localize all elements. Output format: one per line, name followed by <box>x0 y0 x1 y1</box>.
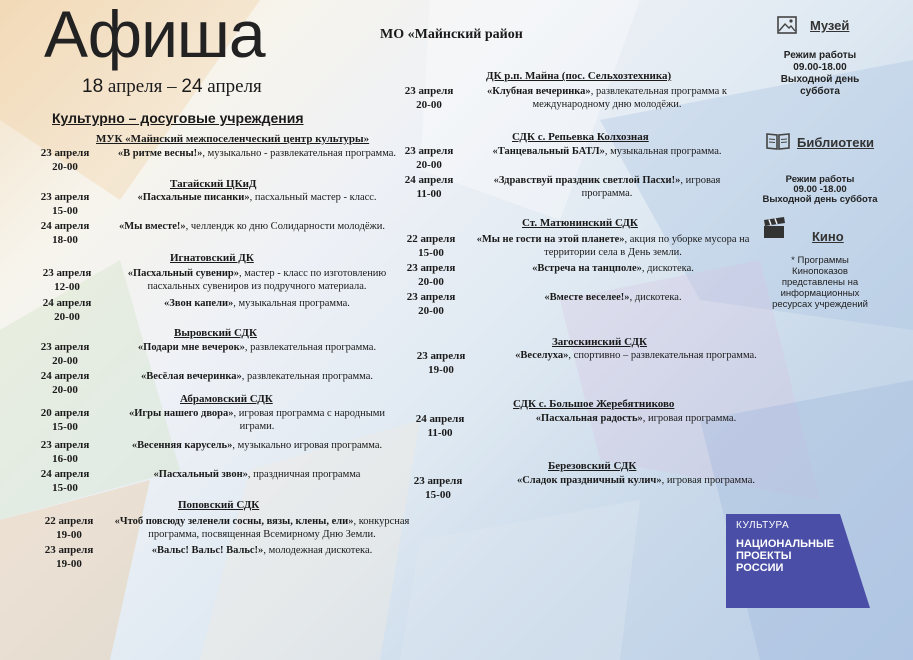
event-text: , музыкально - развлекательная программа. <box>202 148 397 159</box>
event-datetime <box>394 144 464 172</box>
logo-line: РОССИИ <box>736 562 784 574</box>
event-date: 22 апреля <box>406 233 456 245</box>
event-time: 11-00 <box>416 188 442 200</box>
cinema-note-line: * Программы <box>791 255 849 266</box>
event-text: , музыкальная программа. <box>604 146 722 157</box>
event-date: 23 апреля <box>406 291 456 303</box>
cinema-note-line: Кинопоказов <box>792 266 848 277</box>
event-text: , конкурсная программа, посвященная Всемирному Дню Земли. <box>148 516 410 540</box>
event-datetime <box>405 412 475 440</box>
event-text: , спортивно – развлекательная программа. <box>568 350 757 361</box>
date-start-month: апреля <box>107 76 163 97</box>
event-datetime <box>396 232 466 260</box>
event-description <box>468 262 758 275</box>
event-time: 20-00 <box>52 355 78 367</box>
museum-hours-value: 09.00-18.00 <box>793 62 847 73</box>
venue-title: Абрамовский СДК <box>180 393 273 405</box>
event-time: 15-00 <box>418 247 444 259</box>
event-name: «Здравствуй праздник светлой Пасхи!» <box>493 175 681 186</box>
event-datetime <box>394 84 464 112</box>
event-datetime <box>34 514 104 542</box>
event-time: 20-00 <box>418 276 444 288</box>
venue-title: Игнатовский ДК <box>170 252 254 264</box>
event-text: , игровая программа. <box>642 413 737 424</box>
event-date: 24 апреля <box>40 370 90 382</box>
library-heading: Библиотеки <box>797 135 875 150</box>
museum-dayoff-label: Выходной день <box>780 74 860 85</box>
event-date: 23 апреля <box>40 341 90 353</box>
event-date: 24 апреля <box>404 174 454 186</box>
event-date: 22 апреля <box>44 515 94 527</box>
page-title: Афиша <box>44 0 265 71</box>
event-name: «Пасхальные писанки» <box>137 192 250 203</box>
event-datetime <box>30 438 100 466</box>
event-name: «Встреча на танцполе» <box>532 263 642 274</box>
event-name: «Мы вместе!» <box>119 221 186 232</box>
event-date: 20 апреля <box>40 407 90 419</box>
event-description <box>112 341 402 354</box>
date-separator: – <box>167 76 177 97</box>
logo-main-text <box>736 538 834 574</box>
event-time: 20-00 <box>416 99 442 111</box>
event-time: 19-00 <box>56 529 82 541</box>
event-description <box>112 439 402 452</box>
venue-title: Поповский СДК <box>178 499 260 511</box>
event-time: 16-00 <box>52 453 78 465</box>
library-hours <box>760 175 880 205</box>
event-text: , игровая программа. <box>581 175 721 199</box>
library-hours-value: 09.00 -18.00 <box>793 184 847 195</box>
event-datetime <box>30 190 100 218</box>
event-datetime <box>30 219 100 247</box>
event-datetime <box>403 474 473 502</box>
logo-top-text: КУЛЬТУРА <box>736 520 790 531</box>
event-name: «Сладок праздничный кулич» <box>516 475 662 486</box>
event-datetime <box>30 369 100 397</box>
event-text: , игровая программа с народными играми. <box>233 408 386 432</box>
event-text: , развлекательная программа. <box>241 371 373 382</box>
event-time: 20-00 <box>418 305 444 317</box>
event-description <box>102 220 402 233</box>
event-description <box>472 174 742 200</box>
event-name: «Игры нашего двора» <box>128 408 234 419</box>
event-datetime <box>30 467 100 495</box>
venue-title: Загоскинский СДК <box>552 336 648 348</box>
event-description <box>472 85 742 111</box>
event-name: «В ритме весны!» <box>117 148 203 159</box>
cinema-heading: Кино <box>812 229 844 244</box>
event-time: 15-00 <box>52 421 78 433</box>
event-text: , развлекательная программа. <box>244 342 377 353</box>
event-date: 24 апреля <box>42 297 92 309</box>
event-date: 23 апреля <box>40 439 90 451</box>
event-name: «Пасхальная радость» <box>535 413 643 424</box>
event-text: , дискотека. <box>641 263 694 274</box>
event-date: 24 апреля <box>40 468 90 480</box>
event-time: 19-00 <box>56 558 82 570</box>
picture-icon <box>777 16 797 34</box>
venue-title: Березовский СДК <box>548 460 637 472</box>
museum-hours-label: Режим работы <box>783 50 857 61</box>
event-date: 23 апреля <box>406 262 456 274</box>
event-name: «Клубная вечеринка» <box>486 86 591 97</box>
event-name: «Пасхальный звон» <box>153 469 248 480</box>
clapperboard-icon <box>762 217 786 239</box>
event-text: , акция по уборке мусора на территории села в День земли. <box>544 234 750 258</box>
event-datetime <box>394 173 464 201</box>
book-icon <box>765 131 791 151</box>
event-datetime <box>396 261 466 289</box>
event-text: , развлекательная программа к международному дню молодёжи. <box>532 86 727 110</box>
date-end-day: 24 <box>181 76 203 97</box>
event-text: , музыкально игровая программа. <box>232 440 383 451</box>
venue-title: ДК р.п. Майна (пос. Сельхозтехника) <box>486 70 672 82</box>
event-name: «Весёлая вечеринка» <box>140 371 242 382</box>
event-time: 20-00 <box>52 161 78 173</box>
event-time: 19-00 <box>428 364 454 376</box>
event-time: 15-00 <box>52 205 78 217</box>
event-date: 24 апреля <box>40 220 90 232</box>
event-text: , челлендж ко дню Солидарности молодёжи. <box>185 221 385 232</box>
cinema-note-line: представлены на <box>781 277 859 288</box>
event-date: 24 апреля <box>415 413 465 425</box>
event-name: «Веселуха» <box>515 350 569 361</box>
event-time: 20-00 <box>416 159 442 171</box>
event-date: 23 апреля <box>416 350 466 362</box>
event-text: , праздничная программа <box>247 469 361 480</box>
museum-hours <box>760 50 880 98</box>
event-description <box>496 412 776 425</box>
event-name: «Чтоб повсюду зеленели сосны, вязы, клены, ели» <box>114 516 354 527</box>
venue-title: СДК с. Репьевка Колхозная <box>512 131 649 143</box>
event-description <box>112 544 412 557</box>
event-description <box>112 191 402 204</box>
event-datetime <box>396 290 466 318</box>
event-time: 20-00 <box>54 311 80 323</box>
event-datetime <box>30 340 100 368</box>
venue-title: Тагайский ЦКиД <box>170 178 257 190</box>
event-time: 11-00 <box>427 427 453 439</box>
event-name: «Весенняя карусель» <box>131 440 233 451</box>
library-hours-label: Режим работы <box>785 174 855 185</box>
event-name: «Вместе веселее!» <box>544 292 630 303</box>
event-description <box>496 349 776 362</box>
event-name: «Мы не гости на этой планете» <box>476 234 625 245</box>
event-date: 23 апреля <box>40 147 90 159</box>
event-time: 12-00 <box>54 281 80 293</box>
event-time: 15-00 <box>425 489 451 501</box>
date-start-day: 18 <box>82 76 104 97</box>
event-text: , дискотека. <box>629 292 682 303</box>
national-projects-logo <box>722 512 872 610</box>
event-date: 23 апреля <box>404 145 454 157</box>
event-datetime <box>30 406 100 434</box>
date-range <box>82 76 262 98</box>
venue-title: Ст. Матюнинский СДК <box>522 217 638 229</box>
cinema-note-line: ресурсах учреждений <box>772 299 868 310</box>
cinema-note <box>760 255 880 310</box>
event-name: «Танцевальный БАТЛ» <box>492 146 605 157</box>
event-description <box>112 370 402 383</box>
event-description <box>472 145 742 158</box>
event-text: , игровая программа. <box>661 475 756 486</box>
event-time: 15-00 <box>52 482 78 494</box>
event-description <box>112 267 402 293</box>
event-time: 20-00 <box>52 384 78 396</box>
region-heading: МО «Майнский район <box>380 27 523 42</box>
event-datetime <box>32 296 102 324</box>
logo-line: НАЦИОНАЛЬНЫЕ <box>736 538 835 550</box>
logo-line: ПРОЕКТЫ <box>736 550 792 562</box>
event-name: «Вальс! Вальс! Вальс!» <box>151 545 264 556</box>
event-datetime <box>34 543 104 571</box>
event-name: «Пасхальный сувенир» <box>127 268 240 279</box>
museum-heading: Музей <box>810 18 850 33</box>
event-datetime <box>32 266 102 294</box>
event-datetime <box>30 146 100 174</box>
event-date: 23 апреля <box>44 544 94 556</box>
event-text: , мастер - класс по изготовлению пасхальных сувениров из подручного материала. <box>147 268 387 292</box>
event-date: 23 апреля <box>404 85 454 97</box>
event-description <box>468 233 758 259</box>
venue-title: Выровский СДК <box>174 327 257 339</box>
date-end-month: апреля <box>207 76 262 97</box>
event-text: , молодежная дискотека. <box>263 545 373 556</box>
event-name: «Звон капели» <box>164 298 234 309</box>
museum-dayoff-value: суббота <box>800 86 840 97</box>
event-date: 23 апреля <box>42 267 92 279</box>
event-description <box>112 147 402 160</box>
event-date: 23 апреля <box>413 475 463 487</box>
event-text: , пасхальный мастер - класс. <box>249 192 377 203</box>
venue-title: МУК «Майнский межпоселенческий центр культуры» <box>96 133 370 145</box>
event-name: «Подари мне вечерок» <box>137 342 245 353</box>
event-description <box>112 407 402 433</box>
library-dayoff: Выходной день суббота <box>762 194 878 205</box>
venue-title: СДК с. Большое Жеребятниково <box>513 398 675 410</box>
event-description <box>112 468 402 481</box>
section-heading: Культурно – досуговые учреждения <box>52 110 304 126</box>
cinema-note-line: информационных <box>780 288 860 299</box>
event-date: 23 апреля <box>40 191 90 203</box>
event-description <box>112 297 402 310</box>
event-description <box>112 515 412 541</box>
event-text: , музыкальная программа. <box>233 298 350 309</box>
event-datetime <box>406 349 476 377</box>
event-time: 18-00 <box>52 234 78 246</box>
event-description <box>496 474 776 487</box>
event-description <box>468 291 758 304</box>
